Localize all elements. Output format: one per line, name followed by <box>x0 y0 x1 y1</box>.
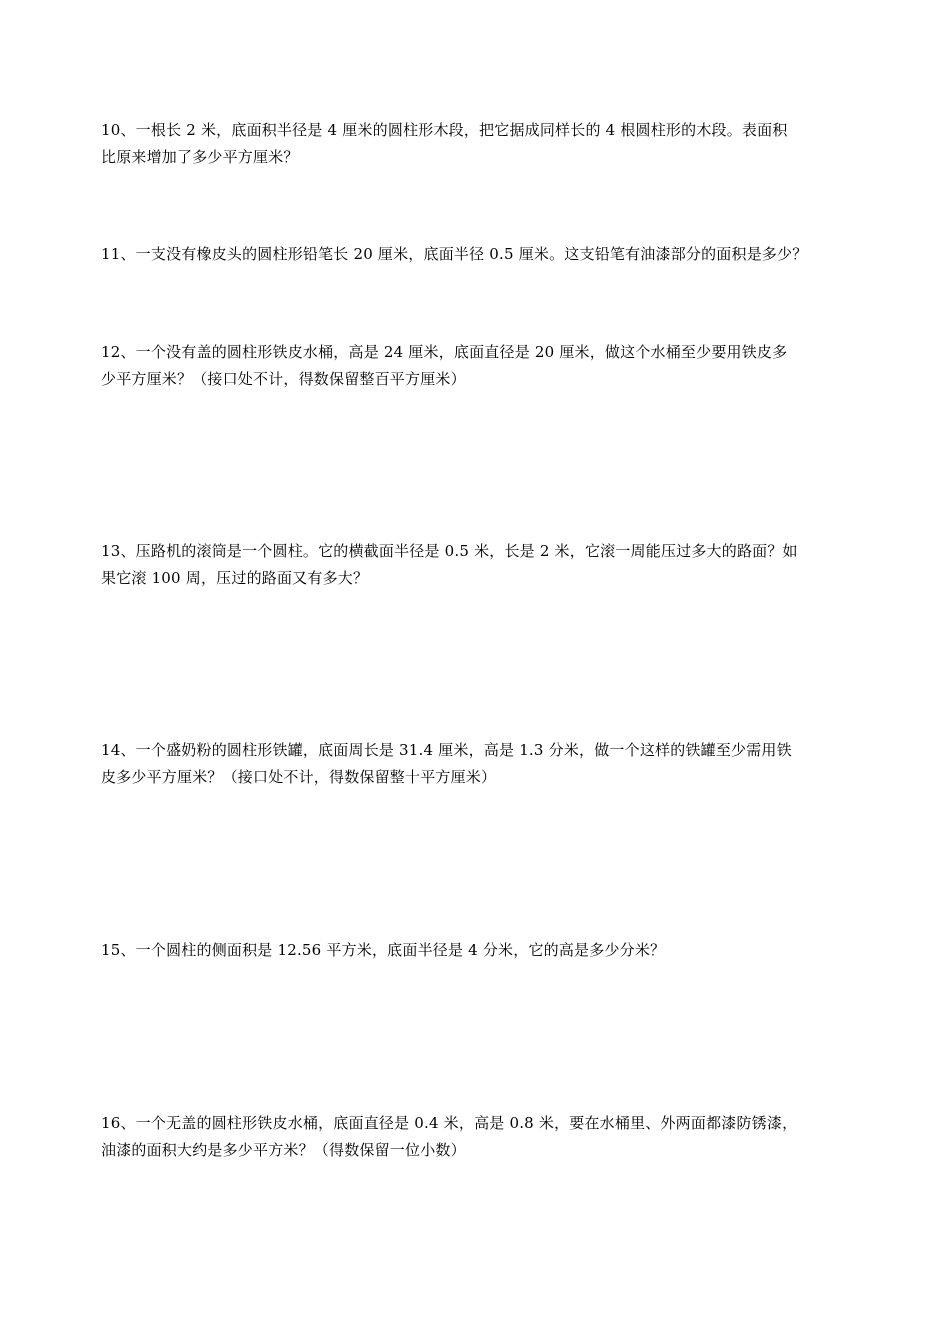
question-15 <box>101 937 851 964</box>
question-15-line-1: 15、一个圆柱的侧面积是 12.56 平方米，底面半径是 4 分米，它的高是多少分米？ <box>101 941 666 959</box>
question-14 <box>101 737 851 791</box>
question-11 <box>101 241 851 268</box>
question-16-line-2: 油漆的面积大约是多少平方米？（得数保留一位小数） <box>101 1141 466 1159</box>
question-13 <box>101 538 851 592</box>
question-12-line-1: 12、一个没有盖的圆柱形铁皮水桶，高是 24 厘米，底面直径是 20 厘米，做这个水桶至少要用铁皮多 <box>101 343 788 361</box>
question-14-line-1: 14、一个盛奶粉的圆柱形铁罐，底面周长是 31.4 厘米，高是 1.3 分米，做一个这样的铁罐至少需用铁 <box>101 741 792 759</box>
question-14-line-2: 皮多少平方厘米？（接口处不计，得数保留整十平方厘米） <box>101 768 497 786</box>
question-12 <box>101 339 851 393</box>
question-13-line-2: 果它滚 100 周，压过的路面又有多大？ <box>101 569 369 587</box>
question-13-line-1: 13、压路机的滚筒是一个圆柱。它的横截面半径是 0.5 米，长是 2 米，它滚一周能压过多大的路面？如 <box>101 542 798 560</box>
question-16 <box>101 1110 851 1164</box>
question-10-line-2: 比原来增加了多少平方厘米？ <box>101 148 299 166</box>
question-16-line-1: 16、一个无盖的圆柱形铁皮水桶，底面直径是 0.4 米，高是 0.8 米，要在水桶里、外两面都漆防锈漆， <box>101 1114 798 1132</box>
question-10-line-1: 10、一根长 2 米，底面积半径是 4 厘米的圆柱形木段，把它据成同样长的 4 根圆柱形的木段。表面积 <box>101 121 788 139</box>
question-10 <box>101 117 851 171</box>
question-12-line-2: 少平方厘米？（接口处不计，得数保留整百平方厘米） <box>101 370 466 388</box>
question-11-line-1: 11、一支没有橡皮头的圆柱形铅笔长 20 厘米，底面半径 0.5 厘米。这支铅笔有油漆部分的面积是多少？ <box>101 245 808 263</box>
